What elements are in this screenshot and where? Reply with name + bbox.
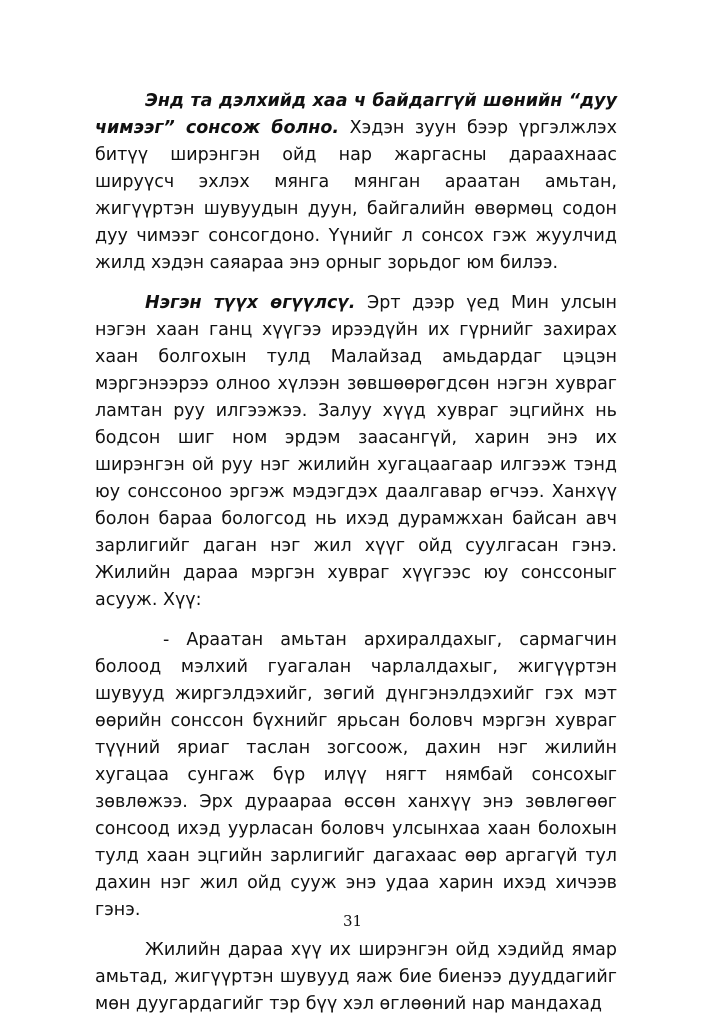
paragraph-1-text: Хэдэн зуун бээр үргэлжлэх битүү ширэнгэн ойд нар жаргасны дараахнаас шируүсч эхлэх мянга мянган араатан амьтан, жигүүртэн шувуудын дуун, байгалийн өвөрмөц содон дуу чимээг сонсогдоно. Үүнийг л сонсох гэж жуулчид жилд хэдэн саяараа энэ орныг зорьдог юм билээ. [95,118,618,273]
paragraph-1-lead: Энд та дэлхийд хаа ч байдаггүй шөнийн “дуу чимээг” сонсож болно. [95,91,617,138]
paragraph-2 [95,290,617,614]
paragraph-4 [95,937,617,1018]
paragraph-3 [95,627,617,924]
paragraph-2-lead: Нэгэн түүх өгүүлсү. [145,293,356,313]
body-text [95,88,617,1031]
paragraph-2-text: Эрт дээр үед Мин улсын нэгэн хаан ганц хүүгээ ирээдүйн их гүрнийг захирах хаан болгохын тулд Малайзад амьдардаг цэцэн мэргэнээрээ олноо хүлээн зөвшөөрөгдсөн нэгэн хувраг ламтан руу илгээжээ. Залуу хүүд хувраг эцгийнх нь бодсон шиг ном эрдэм заасангүй, харин энэ их ширэнгэн ой руу нэг жилийн хугацаагаар илгээж тэнд юу сонссоноо эргэж мэдэгдэх даалгавар өгчээ. Ханхүү болон бараа бологсод нь ихэд дурамжхан байсан авч зарлигийг даган нэг жил хүүг ойд суулгасан гэнэ. Жилийн дараа мэргэн хувраг хүүгээс юу сонссоныг асууж. Хүү: [95,293,617,610]
page-number: 31 [342,912,363,930]
paragraph-3-text: - Араатан амьтан архиралдахыг, сармагчин болоод мэлхий гуагалан чарлалдахыг, жигүүртэн шувууд жиргэлдэхийг, зөгий дүнгэнэлдэхийг гэх мэт өөрийн сонссон бүхнийг ярьсан боловч мэргэн хувраг түүний яриаг таслан зогсоож, дахин нэг жилийн хугацаа сунгаж бүр илүү нягт нямбай сонсохыг зөвлөжээ. Эрх дураараа өссөн ханхүү энэ зөвлөгөөг сонсоод ихэд уурласан боловч улсынхаа хаан болохын тулд хаан эцгийн зарлигийг дагахаас өөр аргагүй тул дахин нэг жил ойд сууж энэ удаа харин ихэд хичээв гэнэ. [95,630,617,920]
paragraph-1 [95,88,617,277]
paragraph-4-text: Жилийн дараа хүү их ширэнгэн ойд хэдийд ямар амьтад, жигүүртэн шувууд яаж бие биенээ дууддагийг мөн дуугардагийг тэр бүү хэл өглөөний нар мандахад [95,940,617,1014]
